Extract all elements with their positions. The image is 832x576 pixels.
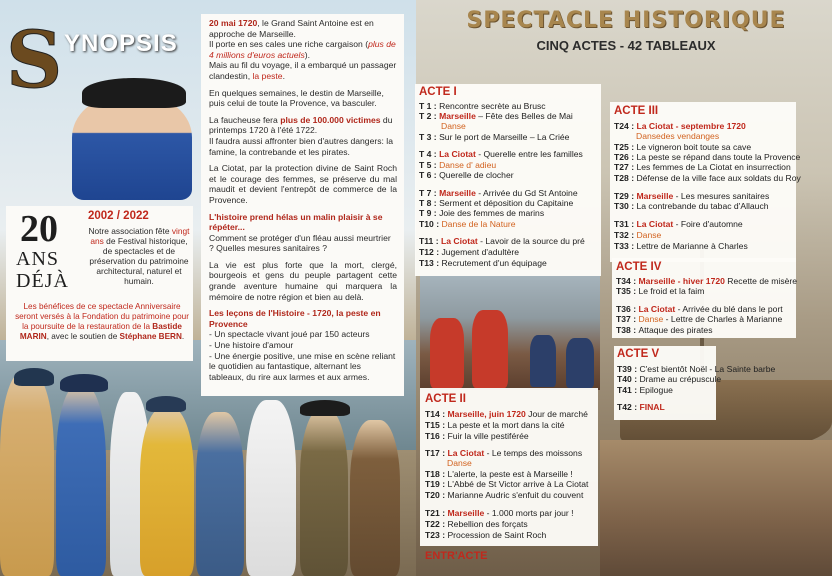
tableau-description: Recrutement d'un équipage [441, 258, 547, 268]
tableau-number: T36 : [616, 304, 639, 314]
acte5-heading: ACTE V [617, 348, 660, 360]
anniversary-years: 2002 / 2022 [88, 210, 149, 222]
tableau-description: - Lavoir de la source du pré [477, 236, 585, 246]
tableau-row [425, 508, 574, 518]
tableau-row [425, 431, 529, 441]
tableau-number: T28 : [614, 173, 637, 183]
tableau-row [614, 241, 748, 251]
tableau-number: T22 : [425, 519, 448, 529]
tableau-number: T14 : [425, 409, 448, 419]
tableau-row [419, 236, 585, 246]
tableau-number: T20 : [425, 490, 448, 500]
bullet-item: - Une énergie positive, une mise en scène reliant le quotidien au fantastique, alternant les tableaux, du rire aux larmes et aux armes. [209, 350, 396, 382]
tableau-description: Serment et déposition du Capitaine [439, 198, 574, 208]
tableau-row [425, 519, 528, 529]
costume-hat [146, 396, 186, 412]
tableau-number: T19 : [425, 479, 448, 489]
crowd-photo [600, 440, 832, 576]
tableau-row [419, 111, 573, 121]
tableau-row [425, 479, 588, 489]
tableau-row [419, 132, 569, 142]
tableau-number: T33 : [614, 241, 637, 251]
tableau-number: T12 : [419, 247, 442, 257]
tableau-description: Jour de marché [525, 409, 588, 419]
benefits-text: Les bénéfices de ce spectacle Anniversaire seront versés à la Fondation du patrimoine pour la poursuite de la restauration de la Bastide MARIN, avec le soutien de Stéphane BERN. [15, 302, 189, 341]
paragraph: En quelques semaines, le destin de Marseille, puis celui de toute la Provence, va basculer. [209, 87, 384, 109]
tableau-description: L'alerte, la peste est à Marseille ! [447, 469, 573, 479]
tableau-description: - Foire d'automne [673, 219, 743, 229]
actor-portrait [72, 96, 192, 200]
costumed-figure [0, 372, 54, 576]
tableau-row [425, 448, 582, 458]
tableau-description: - 1.000 morts par jour ! [484, 508, 574, 518]
tableau-number: T25 : [614, 142, 637, 152]
tableau-place: La Ciotat [636, 219, 674, 229]
tableau-number: T34 : [616, 276, 639, 286]
tableau-number: T18 : [425, 469, 448, 479]
tableau-place: Marseille, juin 1720 [447, 409, 526, 419]
costumed-figure [350, 420, 400, 576]
tableau-row [614, 131, 719, 141]
tableau-place: Marseille [447, 508, 485, 518]
tableau-number: T39 : [617, 364, 640, 374]
tableau-number: T31 : [614, 219, 637, 229]
tableau-dance: Danse de la Nature [441, 219, 516, 229]
tableau-number: T30 : [614, 201, 637, 211]
tableau-place: La Ciotat [439, 149, 476, 159]
tableau-description: Procession de Saint Roch [447, 530, 547, 540]
acte3-heading: ACTE III [614, 105, 659, 117]
tableau-description: Le vigneron boit toute sa cave [636, 142, 752, 152]
tableau-number: T 7 : [419, 188, 440, 198]
tableau-number: T23 : [425, 530, 448, 540]
tableau-number: T29 : [614, 191, 637, 201]
tableau-number: T 2 : [419, 111, 440, 121]
tableau-description: C'est bientôt Noël - La Sainte barbe [639, 364, 776, 374]
tableau-description: Rebellion des forçats [447, 519, 528, 529]
tricorn-hat [82, 78, 186, 108]
tableau-number: T 5 : [419, 160, 440, 170]
tableau-dance: Danse d' adieu [439, 160, 497, 170]
tableau-number: T11 : [419, 236, 441, 246]
tableau-description: Epilogue [639, 385, 673, 395]
tableau-description: – Fête des Belles de Mai [475, 111, 573, 121]
costume-hat [300, 400, 350, 416]
tableau-row [616, 314, 782, 324]
tableau-dance: Danse [638, 314, 664, 324]
costume-hat [14, 368, 54, 386]
costumed-figure [196, 412, 244, 576]
paragraph: 20 mai 1720, le Grand Saint Antoine est en approche de Marseille. Il porte en ses cales une riche cargaison (plus de 4 millions d'euros actuels). Mais au fil du voyage, il a embarqué un passager clandestin, la peste. [209, 18, 397, 81]
synopsis-initial: S [6, 15, 63, 106]
tableau-row [425, 490, 583, 500]
acte4-heading: ACTE IV [616, 261, 662, 273]
tableau-number: T41 : [617, 385, 640, 395]
tableau-row [617, 385, 673, 395]
tableau-row [614, 152, 800, 162]
tableau-row [614, 219, 743, 229]
tableau-number: T 8 : [419, 198, 440, 208]
tableau-row [614, 121, 746, 131]
tableau-description: Joie des femmes de marins [439, 208, 545, 218]
tableau-place: La Ciotat [447, 448, 485, 458]
tableau-description: Drame au crépuscule [639, 374, 722, 384]
anniversary-number: 20 [20, 208, 58, 250]
costumed-figure [140, 408, 194, 576]
soldier-figure [430, 318, 464, 388]
tableau-number: T32 : [614, 230, 637, 240]
soldier-figure [472, 310, 508, 388]
tableau-description: Rencontre secrète au Brusc [439, 101, 546, 111]
tableau-number: T 9 : [419, 208, 440, 218]
synopsis-text-column [201, 14, 404, 396]
tableau-number: T10 : [419, 219, 442, 229]
tableau-row [425, 409, 588, 419]
tableau-description: L'Abbé de St Victor arrive à La Ciotat [447, 479, 589, 489]
tableau-row [614, 201, 769, 211]
paragraph: Comment se protéger d'un fléau aussi meurtrier ? Quelles mesures sanitaires ? [209, 232, 391, 254]
tableau-description: - Les mesures sanitaires [673, 191, 770, 201]
tableau-number: T 6 : [419, 170, 440, 180]
paragraph: La Ciotat, par la protection divine de Saint Roch et le courage des femmes, se préserve du mal maudit et devient l'entrepôt de commerce de la Provence. [209, 163, 397, 205]
spectacle-subtitle: CINQ ACTES - 42 TABLEAUX [536, 38, 716, 53]
association-text: Notre association fête vingt ans de Festival historique, de spectacles et de préservation du patrimoine architectural, naturel et humain. [88, 226, 190, 286]
tableau-dance: Danse [441, 121, 466, 131]
tableau-row [614, 173, 801, 183]
tableau-number: T 3 : [419, 132, 440, 142]
tableau-row [425, 469, 573, 479]
tableau-description: - Le temps des moissons [484, 448, 583, 458]
tableau-place: Marseille [439, 111, 476, 121]
tableau-number: T 1 : [419, 101, 440, 111]
tableau-row [419, 149, 583, 159]
soldier-figure [566, 338, 594, 388]
tableau-place: La Ciotat - septembre 1720 [636, 121, 746, 131]
tableau-row [419, 188, 578, 198]
tableau-description: Jugement d'adultère [441, 247, 520, 257]
tableau-row [617, 374, 721, 384]
tableau-dance: Danse [636, 230, 662, 240]
paragraph: Les leçons de l'Histoire - 1720, la peste en Provence [209, 308, 381, 329]
tableau-row [617, 364, 775, 374]
tableau-place: La Ciotat [440, 236, 478, 246]
tableau-row [616, 325, 713, 335]
paragraph: L'histoire prend hélas un malin plaisir à se répéter... [209, 211, 383, 233]
bullet-item: - Une histoire d'amour [209, 340, 294, 351]
tableau-row [616, 286, 704, 296]
tableau-number: T 4 : [419, 149, 440, 159]
entracte-label: ENTR'ACTE [425, 550, 488, 562]
tableau-place: Marseille [636, 191, 674, 201]
tableau-row [614, 142, 751, 152]
tableau-row [425, 458, 472, 468]
acte2-heading: ACTE II [425, 393, 466, 405]
tableau-number: T42 : [617, 402, 640, 412]
tableau-description: Lettre de Marianne à Charles [636, 241, 748, 251]
tableau-row [419, 247, 519, 257]
tableau-row [419, 121, 466, 131]
tableau-place: La Ciotat [638, 304, 676, 314]
synopsis-title: YNOPSIS [64, 30, 178, 57]
tableau-description: Les femmes de La Ciotat en insurrection [636, 162, 791, 172]
tableau-row [419, 170, 514, 180]
tableau-row [419, 198, 573, 208]
tableau-row [614, 230, 661, 240]
anniversary-ans: ANS [16, 248, 60, 270]
acte1-heading: ACTE I [419, 86, 457, 98]
tableau-row [419, 160, 496, 170]
tableau-number: T17 : [425, 448, 448, 458]
tableau-description: - Lettre de Charles à Marianne [663, 314, 783, 324]
tableau-number: T27 : [614, 162, 637, 172]
spectacle-title: SPECTACLE HISTORIQUE [466, 8, 786, 33]
tableau-row [419, 208, 544, 218]
tableau-description: La peste se répand dans toute la Provence [636, 152, 801, 162]
tableau-place: Marseille - hiver 1720 [638, 276, 725, 286]
tableau-row [614, 191, 769, 201]
tableau-number: T40 : [617, 374, 640, 384]
tableau-dance: Danse [447, 458, 472, 468]
tableau-number: T15 : [425, 420, 448, 430]
tableau-description: Fuir la ville pestiférée [447, 431, 529, 441]
tableau-description: La contrebande du tabac d'Allauch [636, 201, 769, 211]
tableau-row [419, 258, 547, 268]
costumed-figure [56, 386, 106, 576]
tableau-row [425, 530, 546, 540]
tableau-number: T26 : [614, 152, 637, 162]
tableau-number: T16 : [425, 431, 448, 441]
tableau-number: T13 : [419, 258, 442, 268]
tableau-row [425, 420, 565, 430]
tableau-place: Marseille [439, 188, 476, 198]
costumed-figure [300, 410, 348, 576]
paragraph: La vie est plus forte que la mort, clergé, bourgeois et gens du peuple partagent cette grande aventure humaine qui marquera la mémoire de notre région et bien au delà. [209, 259, 397, 302]
tableau-description: - Querelle entre les familles [475, 149, 583, 159]
tableau-row [419, 101, 546, 111]
tableau-number: T21 : [425, 508, 448, 518]
tableau-number: T24 : [614, 121, 637, 131]
tableau-description: Attaque des pirates [638, 325, 713, 335]
tableau-description: Recette de misère [724, 276, 798, 286]
tableau-row [614, 162, 791, 172]
anniversary-deja: DÉJÀ [16, 270, 69, 292]
tableau-description: La peste et la mort dans la cité [447, 420, 565, 430]
bullet-item: - Un spectacle vivant joué par 150 acteurs [209, 329, 370, 340]
tableau-row [617, 402, 665, 412]
tableau-row [419, 219, 516, 229]
tableau-description: Marianne Audric s'enfuit du couvent [447, 490, 584, 500]
tableau-dance: Dansedes vendanges [636, 131, 720, 141]
tableau-description: - Arrivée du Gd St Antoine [475, 188, 578, 198]
paragraph: La faucheuse fera plus de 100.000 victimes du printemps 1720 à l'été 1722. Il faudra aussi affronter bien d'autres dangers: la famine, la contrebande et les pirates. [209, 114, 393, 157]
costumed-figure [246, 400, 296, 576]
tableau-number: T37 : [616, 314, 639, 324]
tableau-row [616, 276, 797, 286]
costume-hat [60, 374, 108, 392]
tableau-description: Sur le port de Marseille – La Criée [439, 132, 570, 142]
tableau-description: Défense de la ville face aux soldats du Roy [636, 173, 801, 183]
tableau-description: Querelle de clocher [439, 170, 514, 180]
tableau-number: T38 : [616, 325, 639, 335]
tableau-row [616, 304, 783, 314]
tableau-number: T35 : [616, 286, 639, 296]
tableau-description: - Arrivée du blé dans le port [675, 304, 783, 314]
tableau-place: FINAL [639, 402, 665, 412]
tableau-description: Le froid et la faim [638, 286, 705, 296]
soldier-figure [530, 335, 556, 387]
